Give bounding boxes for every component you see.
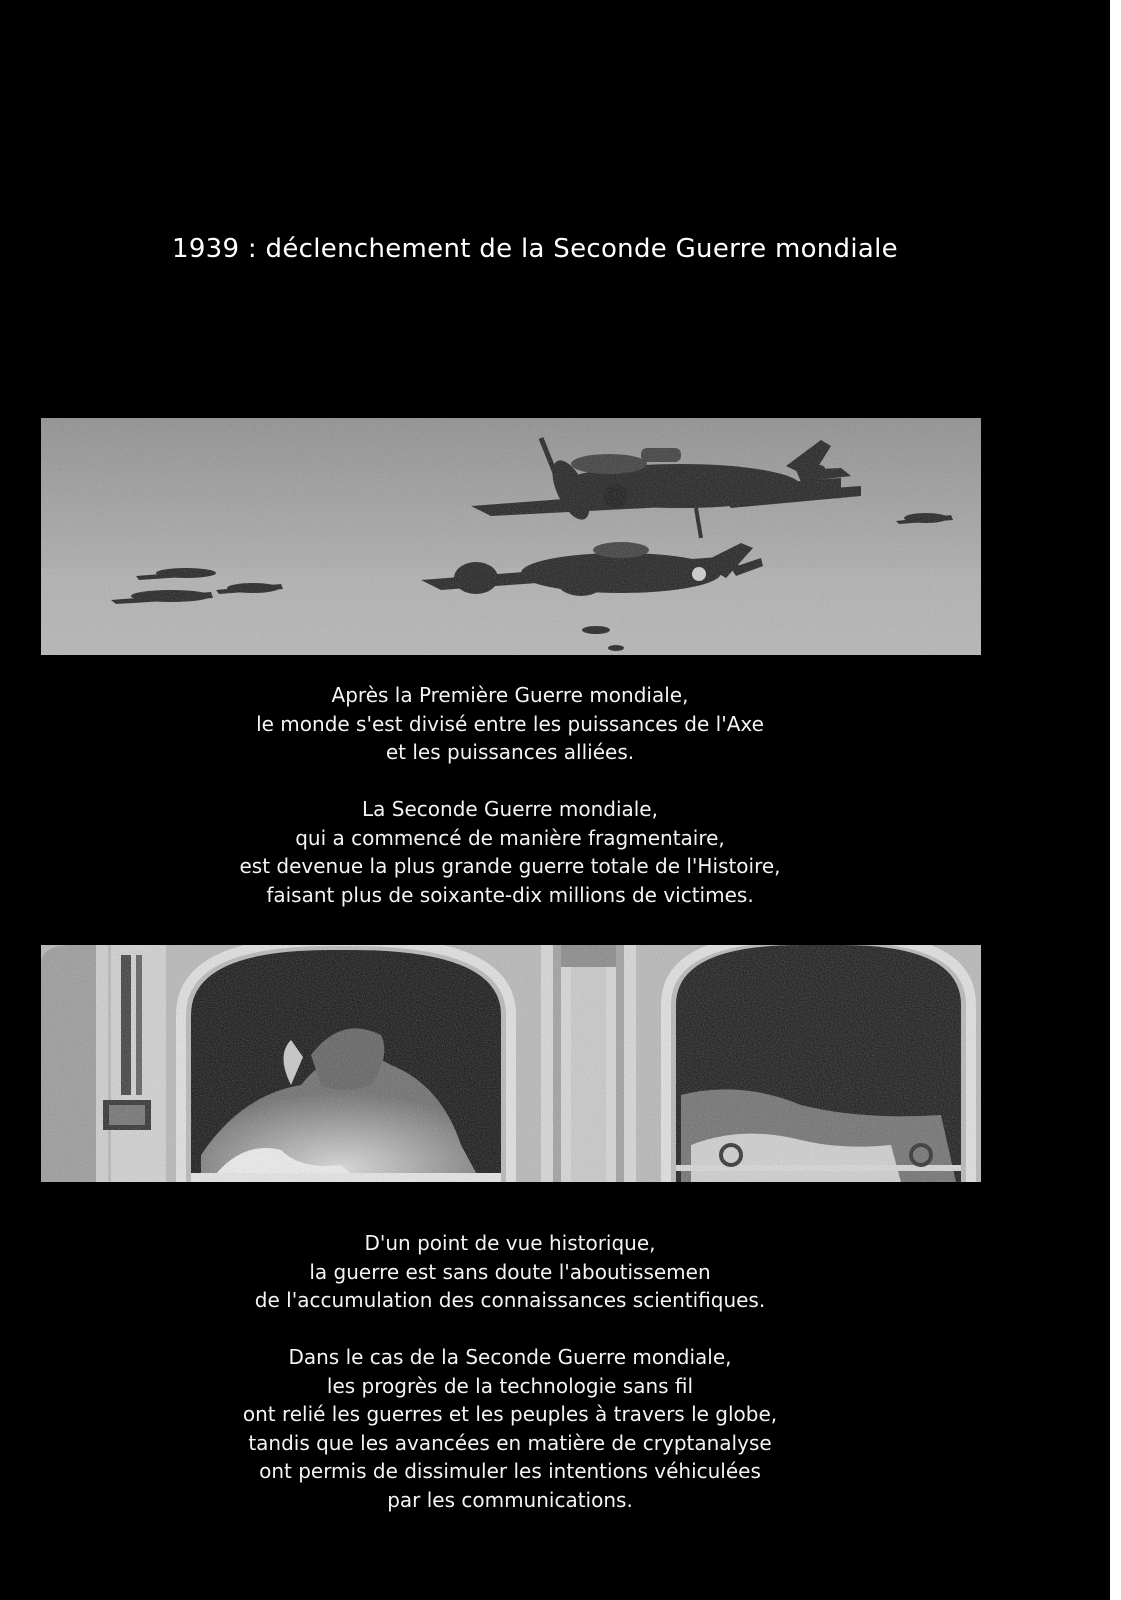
caption-paragraph bbox=[0, 795, 1020, 909]
bomber-formation-panel bbox=[41, 418, 981, 655]
caption-paragraph bbox=[0, 681, 1020, 767]
caption-line: est devenue la plus grande guerre totale de l'Histoire, bbox=[239, 854, 781, 878]
caption-line: par les communications. bbox=[387, 1487, 633, 1512]
caption-line: de l'accumulation des connaissances scientifiques. bbox=[254, 1288, 766, 1312]
caption-paragraph bbox=[0, 1343, 1020, 1514]
caption-line: et les puissances alliées. bbox=[385, 740, 635, 764]
crematorium-panel bbox=[41, 945, 981, 1182]
caption-paragraph bbox=[0, 1229, 1020, 1315]
caption-line: Après la Première Guerre mondiale, bbox=[331, 683, 689, 707]
caption-line: D'un point de vue historique, bbox=[364, 1231, 656, 1255]
caption-block-1 bbox=[0, 681, 1020, 909]
caption-line: ont relié les guerres et les peuples à travers le globe, bbox=[242, 1402, 778, 1426]
caption-line: le monde s'est divisé entre les puissances de l'Axe bbox=[256, 711, 764, 736]
page-heading: 1939 : déclenchement de la Seconde Guerre mondiale bbox=[172, 234, 898, 264]
caption-line: La Seconde Guerre mondiale, bbox=[362, 797, 658, 821]
bomber-formation-illustration bbox=[41, 418, 981, 655]
caption-line: ont permis de dissimuler les intentions véhiculées bbox=[259, 1459, 761, 1483]
caption-block-2 bbox=[0, 1229, 1020, 1514]
caption-line: qui a commencé de manière fragmentaire, bbox=[295, 825, 725, 850]
caption-line: Dans le cas de la Seconde Guerre mondiale, bbox=[288, 1345, 732, 1369]
caption-line: les progrès de la technologie sans fil bbox=[326, 1373, 694, 1398]
caption-line: la guerre est sans doute l'aboutissemen bbox=[309, 1259, 711, 1284]
crematorium-illustration bbox=[41, 945, 981, 1182]
caption-line: faisant plus de soixante-dix millions de victimes. bbox=[266, 882, 754, 907]
caption-line: tandis que les avancées en matière de cryptanalyse bbox=[248, 1430, 772, 1455]
